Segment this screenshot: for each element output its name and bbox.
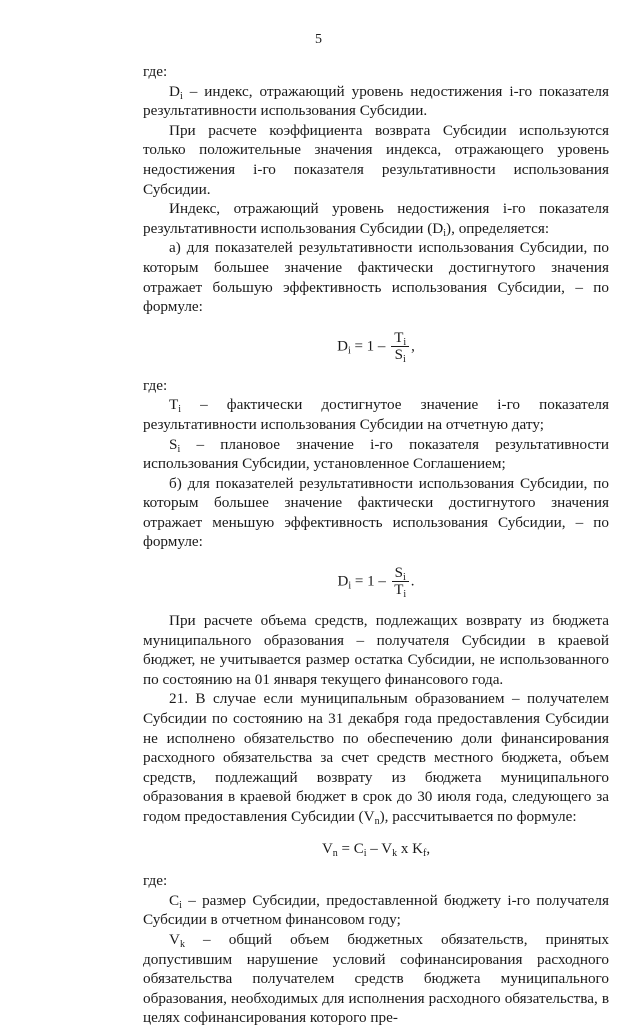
symbol-v: V [381, 840, 393, 857]
formula-operator: – [366, 840, 382, 857]
formula-vn [143, 840, 609, 860]
subscript-i: i [348, 580, 352, 592]
subscript-i: i [179, 899, 182, 911]
definition-si [143, 435, 609, 474]
symbol-d: D [169, 82, 180, 100]
subscript-f: f [422, 847, 427, 859]
subscript-i: i [177, 443, 181, 455]
definition-ci [143, 891, 609, 930]
formula-punctuation: , [411, 338, 415, 355]
where-label-2: где: [143, 376, 168, 394]
subscript-i: i [179, 90, 183, 102]
subscript-i: i [403, 589, 407, 601]
symbol-c: C [353, 840, 364, 857]
subscript-i: i [403, 336, 407, 348]
where-label-3: где: [143, 872, 168, 890]
formula-punctuation: , [426, 840, 431, 857]
paragraph-21-text-a: 21. В случае если муниципальным образованием – получателем Субсидии по состоянию на 31 декабря года предоставления Субсидии не исполнено обязательство по обеспечению доли финансирования расходного обязательства за счет средств местного бюджета, объем средств, подлежащий возврату из бюджета муниципального образования в краевой бюджет в срок до 30 июля года, следующего за годом предоставления Субсидии (V [143, 690, 609, 825]
definition-si-text: – плановое значение i-го показателя результативности использования Субсидии, установленное Соглашением; [143, 435, 609, 473]
symbol-s: S [169, 435, 178, 453]
paragraph-index-definition [143, 199, 609, 238]
definition-vk [143, 930, 609, 1028]
subscript-i: i [402, 572, 406, 584]
paragraph-index-text-b: ), определяется: [446, 219, 550, 237]
subscript-k: k [392, 847, 398, 859]
definition-di-text: – индекс, отражающий уровень недостижения i-го показателя результативности использования Субсидии. [143, 82, 609, 120]
subscript-n: n [332, 847, 338, 859]
definition-ti [143, 395, 609, 434]
subscript-i: i [363, 847, 367, 859]
symbol-t: T [394, 582, 404, 599]
definition-vk-text: – общий объем бюджетных обязательств, принятых допустившим нарушение условий софинансирования расходного обязательства получателем средств бюджета муниципального образования, необходимых для исполнения расходного обязательства, в целях софинансирования которого пре- [143, 930, 609, 1027]
subscript-i: i [402, 353, 406, 365]
document-body [143, 62, 609, 1028]
formula-operator: = 1 – [351, 573, 390, 590]
symbol-k: K [412, 840, 423, 857]
paragraph-case-a: а) для показателей результативности использования Субсидии, по которым большее значение фактически достигнутого значения отражает большую эффективность использования Субсидии, – по формуле: [143, 239, 609, 316]
definition-di [143, 82, 609, 121]
symbol-d: D [337, 338, 348, 355]
symbol-t: T [169, 396, 179, 414]
paragraph-21 [143, 689, 609, 826]
symbol-v: V [169, 930, 180, 948]
subscript-i: i [443, 227, 447, 239]
formula-di-a [143, 330, 609, 364]
numerator [392, 565, 409, 582]
subscript-i: i [178, 404, 182, 416]
paragraph-positive-values: При расчете коэффициента возврата Субсидии используются только положительные значения индекса, отражающего уровень недостижения i-го показателя результативности использования Субсидии. [143, 121, 609, 198]
page-number: 5 [315, 32, 322, 47]
denominator [392, 582, 409, 599]
paragraph-return-calculation: При расчете объема средств, подлежащих возврату из бюджета муниципального образования – получателя Субсидии в краевой бюджет, не учитывается размер остатка Субсидии, не использованного по состоянию на 01 января текущего финансового года. [143, 612, 609, 688]
symbol-v: V [321, 840, 333, 857]
definition-ti-text: – фактически достигнутое значение i-го показателя результативности использования Субсидии на отчетную дату; [143, 396, 609, 433]
numerator [391, 330, 409, 347]
formula-punctuation: . [410, 573, 415, 590]
symbol-s: S [394, 346, 403, 363]
definition-ci-text: – размер Субсидии, предоставленной бюджету i-го получателя Субсидии в отчетном финансовом году; [143, 891, 609, 929]
denominator [391, 347, 409, 364]
formula-operator: = 1 – [350, 338, 390, 355]
formula-operator: x [397, 840, 413, 857]
paragraph-index-text-a: Индекс, отражающий уровень недостижения i-го показателя результативности использования Субсидии (D [143, 200, 609, 237]
formula-di-b [143, 565, 609, 599]
paragraph-case-b: б) для показателей результативности использования Субсидии, по которым большее значение фактически достигнутого значения отражает меньшую эффективность использования Субсидии, – по формуле: [143, 474, 609, 551]
symbol-d: D [337, 573, 349, 590]
subscript-i: i [347, 345, 351, 357]
subscript-k: k [179, 938, 185, 950]
fraction-ti-si [391, 330, 409, 364]
symbol-c: C [169, 891, 180, 909]
subscript-n: n [374, 816, 380, 827]
paragraph-21-text-b: ), рассчитывается по формуле: [379, 808, 577, 825]
symbol-s: S [394, 565, 403, 582]
fraction-si-ti [392, 565, 409, 599]
where-label-1: где: [143, 63, 168, 80]
symbol-t: T [394, 329, 404, 346]
formula-operator: = [337, 840, 354, 857]
